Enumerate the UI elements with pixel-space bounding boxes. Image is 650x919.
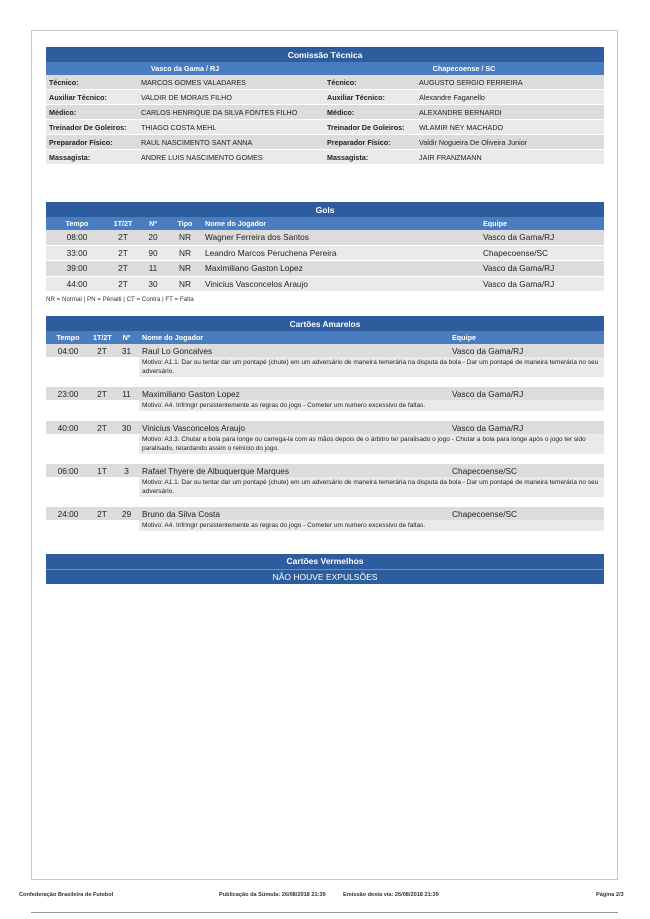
card-row (46, 464, 604, 477)
cards-header-team: Equipe (449, 331, 604, 344)
home-staff-name: VALDIR DE MORAIS FILHO (138, 90, 324, 105)
goals-section (46, 202, 604, 303)
goal-time: 08:00 (46, 230, 108, 245)
card-motive-indent (46, 400, 139, 411)
card-motive-row (46, 434, 604, 454)
yellow-card-rows (46, 344, 604, 531)
card-team: Chapecoense/SC (449, 507, 604, 520)
away-staff-role: Técnico: (324, 75, 416, 90)
card-player: Rafael Thyere de Albuquerque Marques (139, 464, 449, 477)
card-time: 24:00 (46, 507, 90, 520)
goal-time: 39:00 (46, 261, 108, 277)
commission-title: Comissão Técnica (46, 47, 604, 62)
card-spacer-cell (46, 454, 604, 464)
home-staff-role: Auxiliar Técnico: (46, 90, 138, 105)
cards-header-player: Nome do Jogador (139, 331, 449, 344)
card-motive-row (46, 357, 604, 377)
commission-row (46, 75, 604, 90)
away-staff-role: Auxiliar Técnico: (324, 90, 416, 105)
card-motive-indent (46, 434, 139, 454)
card-spacer (46, 454, 604, 464)
card-time: 04:00 (46, 344, 90, 357)
home-staff-role: Massagista: (46, 150, 138, 165)
red-cards-title: Cartões Vermelhos (46, 554, 604, 569)
card-time: 06:00 (46, 464, 90, 477)
footer-published: Publicação da Súmula: 26/08/2018 21:39 (219, 892, 326, 898)
goals-header-type: Tipo (168, 217, 202, 230)
home-staff-name: CARLOS HENRIQUE DA SILVA FONTES FILHO (138, 105, 324, 120)
goals-header-time: Tempo (46, 217, 108, 230)
away-staff-role: Treinador De Goleiros: (324, 120, 416, 135)
goal-row (46, 230, 604, 245)
card-row (46, 344, 604, 357)
away-staff-name: JAIR FRANZMANN (416, 150, 604, 165)
card-player: Raul Lo Goncalves (139, 344, 449, 357)
card-team: Vasco da Gama/RJ (449, 344, 604, 357)
card-motive: Motivo: A1.1. Dar ou tentar dar um pontapé (chute) em um adversário de maneira temerária na disputa da bola - Dar um pontapé de maneira temerária no seu adversário. (139, 477, 604, 497)
card-half: 2T (90, 507, 114, 520)
card-row (46, 507, 604, 520)
card-spacer-cell (46, 411, 604, 421)
away-staff-role: Médico: (324, 105, 416, 120)
card-row (46, 421, 604, 434)
goal-number: 11 (138, 261, 168, 277)
goal-team: Chapecoense/SC (480, 245, 604, 261)
footer-org: Confederação Brasileira de Futebol (19, 892, 114, 898)
card-motive-row (46, 520, 604, 531)
card-motive-indent (46, 520, 139, 531)
goal-player: Maximiliano Gaston Lopez (202, 261, 480, 277)
card-number: 29 (114, 507, 139, 520)
goals-legend: NR = Normal | PN = Pênalti | CT = Contra | FT = Falta (46, 296, 194, 303)
goal-type: NR (168, 245, 202, 261)
away-staff-name: Valdir Nogueira De Oliveira Junior (416, 135, 604, 150)
goal-half: 2T (108, 245, 138, 261)
card-team: Vasco da Gama/RJ (449, 387, 604, 400)
goal-team: Vasco da Gama/RJ (480, 276, 604, 292)
card-motive-row (46, 477, 604, 497)
goal-half: 2T (108, 230, 138, 245)
goal-type: NR (168, 261, 202, 277)
red-cards-section (46, 554, 604, 584)
card-spacer (46, 497, 604, 507)
card-player: Vinicius Vasconcelos Araujo (139, 421, 449, 434)
goal-row (46, 261, 604, 277)
commission-row (46, 150, 604, 165)
home-staff-role: Técnico: (46, 75, 138, 90)
card-team: Vasco da Gama/RJ (449, 421, 604, 434)
commission-row (46, 90, 604, 105)
away-staff-name: AUGUSTO SERGIO FERREIRA (416, 75, 604, 90)
away-staff-name: ALEXANDRE BERNARDI (416, 105, 604, 120)
card-time: 40:00 (46, 421, 90, 434)
commission-row (46, 120, 604, 135)
home-staff-role: Treinador De Goleiros: (46, 120, 138, 135)
home-staff-name: THIAGO COSTA MEHL (138, 120, 324, 135)
card-spacer (46, 377, 604, 387)
card-row (46, 387, 604, 400)
card-motive-indent (46, 357, 139, 377)
card-motive-indent (46, 477, 139, 497)
card-half: 2T (90, 387, 114, 400)
goal-number: 20 (138, 230, 168, 245)
goal-number: 90 (138, 245, 168, 261)
home-staff-role: Médico: (46, 105, 138, 120)
cards-header-half: 1T/2T (90, 331, 114, 344)
card-number: 30 (114, 421, 139, 434)
goal-type: NR (168, 230, 202, 245)
goal-player: Vinicius Vasconcelos Araujo (202, 276, 480, 292)
card-spacer (46, 411, 604, 421)
footer-emitted: Emissão desta via: 26/08/2018 21:39 (343, 892, 439, 898)
card-spacer-cell (46, 497, 604, 507)
goal-player: Leandro Marcos Peruchena Pereira (202, 245, 480, 261)
cards-header-number: Nº (114, 331, 139, 344)
goal-half: 2T (108, 261, 138, 277)
away-staff-role: Preparador Físico: (324, 135, 416, 150)
commission-section (46, 47, 604, 165)
card-motive: Motivo: A4. Infringir persistentemente as regras do jogo - Cometer um numero excessivo de faltas. (139, 400, 604, 411)
commission-row (46, 135, 604, 150)
commission-rows (46, 75, 604, 165)
goals-header-player: Nome do Jogador (202, 217, 480, 230)
goals-header-half: 1T/2T (108, 217, 138, 230)
goal-team: Vasco da Gama/RJ (480, 261, 604, 277)
card-player: Maximiliano Gaston Lopez (139, 387, 449, 400)
yellow-cards-title: Cartões Amarelos (46, 316, 604, 331)
goal-time: 44:00 (46, 276, 108, 292)
goal-team: Vasco da Gama/RJ (480, 230, 604, 245)
home-team-header: Vasco da Gama / RJ (46, 62, 324, 75)
footer-page: Página 2/3 (596, 892, 624, 898)
goals-title: Gols (46, 202, 604, 217)
goals-rows (46, 230, 604, 292)
away-staff-name: WLAMIR NEY MACHADO (416, 120, 604, 135)
goals-header-team: Equipe (480, 217, 604, 230)
goal-row (46, 276, 604, 292)
card-motive: Motivo: A4. Infringir persistentemente as regras do jogo - Cometer um numero excessivo de faltas. (139, 520, 604, 531)
away-staff-role: Massagista: (324, 150, 416, 165)
goal-type: NR (168, 276, 202, 292)
footer-rule (31, 912, 618, 913)
cards-header-time: Tempo (46, 331, 90, 344)
goal-row (46, 245, 604, 261)
card-motive-row (46, 400, 604, 411)
card-half: 2T (90, 421, 114, 434)
commission-row (46, 105, 604, 120)
home-staff-name: MARCOS GOMES VALADARES (138, 75, 324, 90)
card-half: 1T (90, 464, 114, 477)
card-number: 3 (114, 464, 139, 477)
red-cards-message: NÃO HOUVE EXPULSÕES (46, 569, 604, 584)
goal-time: 33:00 (46, 245, 108, 261)
card-time: 23:00 (46, 387, 90, 400)
home-staff-role: Preparador Físico: (46, 135, 138, 150)
card-half: 2T (90, 344, 114, 357)
goal-player: Wagner Ferreira dos Santos (202, 230, 480, 245)
home-staff-name: ANDRE LUIS NASCIMENTO GOMES (138, 150, 324, 165)
goals-header-number: Nº (138, 217, 168, 230)
away-staff-name: Alexandre Faganello (416, 90, 604, 105)
card-number: 11 (114, 387, 139, 400)
home-staff-name: RAUL NASCIMENTO SANT ANNA (138, 135, 324, 150)
away-team-header: Chapecoense / SC (324, 62, 604, 75)
goal-number: 30 (138, 276, 168, 292)
card-spacer-cell (46, 377, 604, 387)
card-team: Chapecoense/SC (449, 464, 604, 477)
card-motive: Motivo: A3.3. Chutar a bola para longe ou carrega-la com as mãos depois de o árbitro ter paralisado o jogo - Chutar a bola para longe após o jogo ter sido paralisado, retardando assim o reinício do jogo. (139, 434, 604, 454)
card-player: Bruno da Silva Costa (139, 507, 449, 520)
yellow-cards-section (46, 316, 604, 531)
card-number: 31 (114, 344, 139, 357)
card-motive: Motivo: A1.1. Dar ou tentar dar um pontapé (chute) em um adversário de maneira temerária na disputa da bola - Dar um pontapé de maneira temerária no seu adversário. (139, 357, 604, 377)
goal-half: 2T (108, 276, 138, 292)
